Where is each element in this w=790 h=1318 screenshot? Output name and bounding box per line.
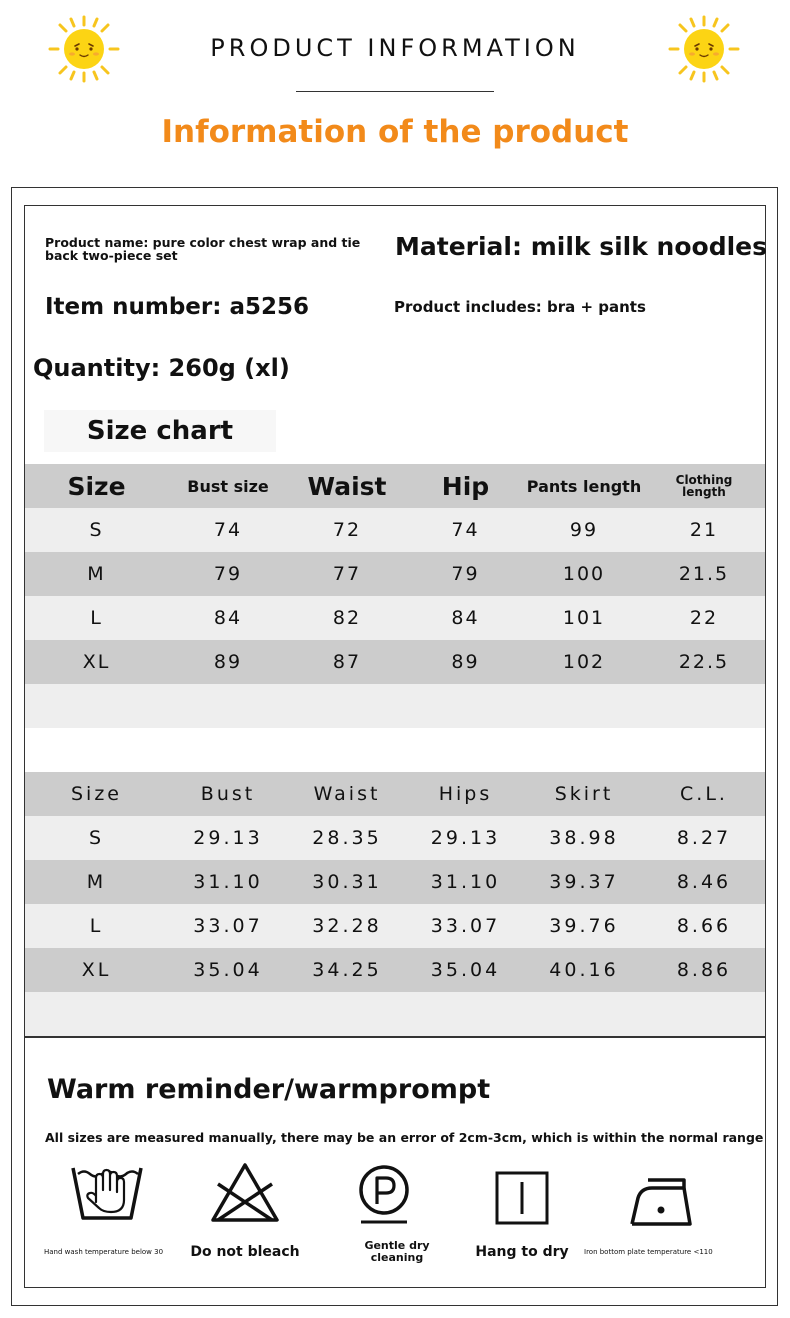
hand-wash-label: Hand wash temperature below 30 <box>44 1248 164 1256</box>
table-cell: 33.07 <box>193 915 263 937</box>
table-cell: 31.10 <box>430 871 501 893</box>
column-header: Bust <box>200 783 256 805</box>
section-subtitle: Information of the product <box>161 114 629 150</box>
column-header: Waist <box>313 783 381 805</box>
table-empty-row <box>25 992 765 1036</box>
table-cell: 39.37 <box>549 871 619 893</box>
hang-dry-label: Hang to dry <box>475 1244 569 1260</box>
table-cell: 82 <box>332 607 362 629</box>
table-cell: 39.76 <box>549 915 619 937</box>
table-row <box>25 640 765 684</box>
table-cell: L <box>89 915 104 937</box>
table-row <box>25 904 765 948</box>
table-cell: 79 <box>451 563 480 585</box>
table-cell: 72 <box>332 519 362 541</box>
table-cell: 21.5 <box>678 563 730 585</box>
table-row <box>25 508 765 552</box>
table-cell: 102 <box>562 651 606 673</box>
product-name: Product name: pure color chest wrap and tie back two-piece set <box>45 235 361 263</box>
title-underline <box>296 91 494 92</box>
table-cell: 30.31 <box>312 871 382 893</box>
column-header: Hips <box>438 783 493 805</box>
table-cell: 22.5 <box>678 651 730 673</box>
dry-clean-icon <box>356 1162 412 1226</box>
dry-clean-label: Gentle dry cleaning <box>364 1239 430 1264</box>
table-cell: 28.35 <box>312 827 382 849</box>
iron-icon <box>628 1172 694 1228</box>
table-header-row <box>25 772 765 816</box>
table-row <box>25 860 765 904</box>
table-cell: 77 <box>332 563 362 585</box>
quantity: Quantity: 260g (xl) <box>33 354 290 382</box>
table-row <box>25 948 765 992</box>
table-spacer <box>25 728 765 772</box>
table-cell: 74 <box>213 519 243 541</box>
column-header: Bust size <box>187 476 269 496</box>
reminder-title: Warm reminder/warmprompt <box>47 1074 491 1105</box>
no-bleach-label: Do not bleach <box>190 1244 300 1260</box>
table-cell: 29.13 <box>193 827 263 849</box>
table-cell: 100 <box>562 563 606 585</box>
table-cell: S <box>89 519 104 541</box>
table-cell: 84 <box>213 607 243 629</box>
size-table-inch <box>25 772 765 1036</box>
table-cell: 84 <box>451 607 480 629</box>
table-cell: 99 <box>569 519 599 541</box>
table-cell: 35.04 <box>430 959 501 981</box>
table-row <box>25 596 765 640</box>
table-cell: 33.07 <box>430 915 501 937</box>
table-cell: XL <box>82 651 111 673</box>
table-cell: 22 <box>689 607 719 629</box>
column-header: C.L. <box>680 783 728 805</box>
item-number: Item number: a5256 <box>45 294 309 320</box>
page-title: PRODUCT INFORMATION <box>210 34 580 62</box>
column-header: Clothing length <box>675 473 733 499</box>
column-header: Size <box>67 471 126 501</box>
column-header: Size <box>70 783 122 805</box>
table-cell: 32.28 <box>312 915 382 937</box>
table-cell: 8.86 <box>676 959 732 981</box>
table-cell: M <box>86 871 107 893</box>
table-cell: XL <box>81 959 112 981</box>
table-cell: 8.27 <box>676 827 732 849</box>
table-cell: S <box>88 827 105 849</box>
table-cell: 89 <box>451 651 480 673</box>
size-table-cm <box>25 464 765 772</box>
column-header: Pants length <box>526 476 642 496</box>
material: Material: milk silk noodles <box>395 232 768 261</box>
table-cell: 74 <box>451 519 480 541</box>
product-includes: Product includes: bra + pants <box>394 298 646 316</box>
table-cell: 34.25 <box>312 959 382 981</box>
hand-wash-icon <box>70 1162 144 1226</box>
table-cell: 40.16 <box>549 959 619 981</box>
size-chart-label: Size chart <box>44 410 276 452</box>
table-cell: 29.13 <box>430 827 501 849</box>
column-header: Skirt <box>554 783 614 805</box>
column-header: Hip <box>441 471 490 501</box>
table-cell: M <box>87 563 106 585</box>
table-cell: 8.46 <box>676 871 732 893</box>
iron-label: Iron bottom plate temperature <110 <box>584 1248 713 1256</box>
reminder-note: All sizes are measured manually, there may be an error of 2cm-3cm, which is within the normal range <box>45 1130 764 1145</box>
table-empty-row <box>25 684 765 728</box>
table-cell: 31.10 <box>193 871 263 893</box>
hang-dry-icon <box>494 1170 550 1226</box>
table-row <box>25 552 765 596</box>
table-cell: 87 <box>332 651 362 673</box>
table-cell: 35.04 <box>193 959 263 981</box>
table-cell: L <box>90 607 103 629</box>
table-cell: 101 <box>562 607 606 629</box>
no-bleach-icon <box>210 1162 280 1224</box>
table-cell: 8.66 <box>676 915 732 937</box>
column-header: Waist <box>307 471 387 501</box>
table-cell: 38.98 <box>549 827 619 849</box>
table-cell: 79 <box>213 563 243 585</box>
table-header-row <box>25 464 765 508</box>
table-cell: 21 <box>689 519 719 541</box>
table-cell: 89 <box>213 651 243 673</box>
section-divider <box>25 1036 765 1038</box>
table-row <box>25 816 765 860</box>
